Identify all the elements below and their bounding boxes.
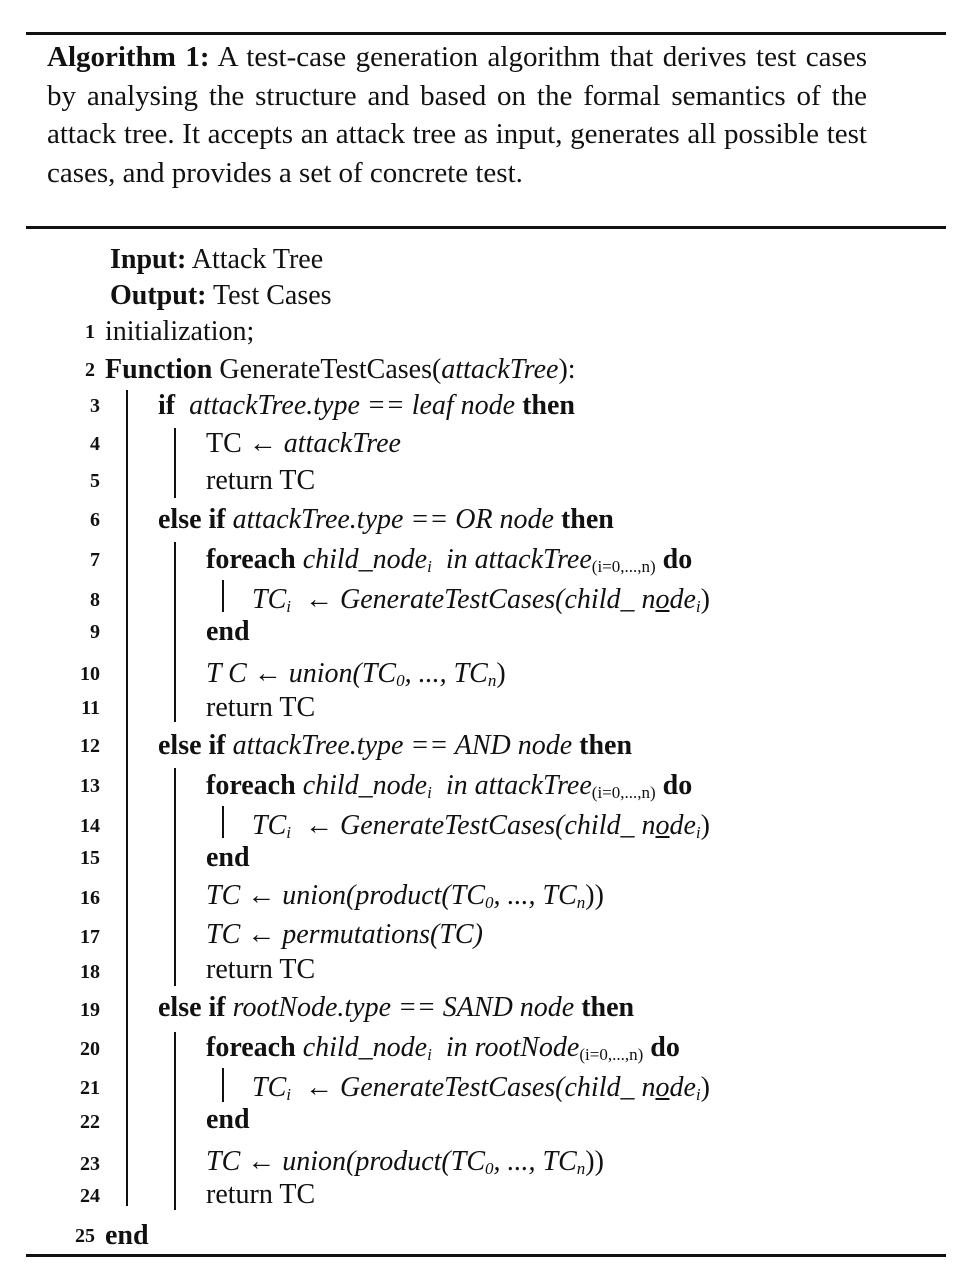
line-number: 6	[90, 509, 100, 531]
subscript: 0	[485, 893, 494, 912]
condition: attackTree.type == leaf node	[189, 390, 516, 421]
line-text: , ..., TC	[404, 658, 488, 689]
input-label: Input:	[110, 244, 187, 275]
line-number: 21	[80, 1077, 100, 1099]
line-text: de	[669, 1072, 696, 1103]
subscript: 0	[485, 1159, 494, 1178]
subscript: n	[487, 671, 497, 690]
do-keyword: do	[662, 544, 693, 575]
loop-source: in attackTree	[445, 544, 592, 575]
function-block-line	[126, 390, 128, 1206]
line-text: TC ← permutations(TC)	[206, 919, 483, 950]
line-text: , ..., TC	[493, 880, 577, 911]
line-text-italic: attackTree	[283, 428, 401, 459]
line-number: 9	[90, 621, 100, 643]
output-value: Test Cases	[212, 280, 332, 311]
code-line-17	[206, 915, 483, 955]
and-block-line	[174, 768, 176, 986]
function-end: ):	[558, 354, 576, 385]
subscript: i	[286, 597, 291, 616]
then-keyword: then	[522, 390, 576, 421]
line-number: 1	[85, 321, 95, 343]
code-line-15	[206, 838, 250, 878]
line-text: T C ← union(TC	[206, 658, 397, 689]
code-line-25	[105, 1216, 149, 1256]
line-text: ← GenerateTestCases(child_ n	[304, 810, 656, 841]
end-keyword: end	[206, 842, 250, 873]
end-keyword: end	[105, 1220, 149, 1251]
line-text: ))	[585, 880, 604, 911]
code-line-11	[206, 688, 315, 728]
end-keyword: end	[206, 1104, 250, 1135]
else-if-keyword: else if	[158, 504, 226, 535]
line-number: 11	[81, 697, 100, 719]
code-line-22	[206, 1100, 250, 1140]
line-number: 19	[80, 999, 100, 1021]
subscript: i	[695, 1085, 701, 1104]
line-number: 25	[75, 1225, 95, 1247]
input-line	[110, 240, 323, 280]
code-line-5	[206, 461, 315, 501]
code-line-2	[105, 350, 576, 390]
do-keyword: do	[650, 1032, 680, 1063]
do-keyword: do	[662, 770, 693, 801]
line-text: )	[700, 810, 710, 841]
line-number: 13	[80, 775, 100, 797]
if-block-line	[174, 428, 176, 498]
subscript: i	[695, 597, 701, 616]
line-number: 20	[80, 1038, 100, 1060]
line-number: 18	[80, 961, 100, 983]
line-number: 15	[80, 847, 100, 869]
line-number: 24	[80, 1185, 100, 1207]
line-text: TC	[252, 810, 287, 841]
input-value: Attack Tree	[191, 244, 324, 275]
underlined-char: o	[655, 1072, 670, 1103]
line-text: de	[669, 584, 696, 615]
line-number: 17	[80, 926, 100, 948]
subscript-range: (i=0,...,n)	[591, 557, 656, 576]
line-text: , ..., TC	[493, 1146, 577, 1177]
line-text: de	[669, 810, 696, 841]
line-text: )	[700, 1072, 710, 1103]
output-line	[110, 276, 332, 316]
line-number: 16	[80, 887, 100, 909]
line-number: 14	[80, 815, 100, 837]
code-line-9	[206, 612, 250, 652]
algorithm-caption	[47, 38, 867, 192]
line-number: 3	[90, 395, 100, 417]
bottom-rule	[26, 1254, 946, 1257]
subscript: i	[427, 783, 432, 802]
underlined-char: o	[655, 584, 670, 615]
else-if-keyword: else if	[158, 992, 226, 1023]
line-text: return TC	[206, 1179, 316, 1210]
loop-var: child_node	[302, 544, 428, 575]
line-number: 12	[80, 735, 100, 757]
line-text: return TC	[206, 692, 316, 723]
then-keyword: then	[579, 730, 633, 761]
else-if-keyword: else if	[158, 730, 226, 761]
code-line-12	[158, 726, 632, 766]
loop-source: in attackTree	[445, 770, 592, 801]
then-keyword: then	[560, 504, 614, 535]
function-arg: attackTree	[441, 354, 559, 385]
subscript: i	[427, 1045, 432, 1064]
line-text: ← GenerateTestCases(child_ n	[304, 1072, 656, 1103]
function-keyword: Function	[105, 354, 213, 385]
condition: attackTree.type == AND node	[232, 730, 573, 761]
line-text: TC ← union(product(TC	[206, 880, 485, 911]
foreach-keyword: foreach	[206, 1032, 296, 1063]
code-line-21	[252, 1068, 710, 1115]
code-line-1	[105, 312, 254, 352]
line-number: 23	[80, 1153, 100, 1175]
code-line-18	[206, 950, 315, 990]
caption-text: A test-case generation algorithm that derives test cases by analysing the structure and based on the formal semantics of the attack tree. It accepts an attack tree as input, generates all possible test cases, and provides a set of concrete test.	[47, 41, 867, 189]
line-text: return TC	[206, 465, 316, 496]
line-number: 10	[80, 663, 100, 685]
condition: attackTree.type == OR node	[232, 504, 554, 535]
underlined-char: o	[655, 810, 670, 841]
subscript: n	[576, 1159, 586, 1178]
code-line-14	[252, 806, 710, 853]
subscript: i	[286, 1085, 291, 1104]
or-block-line	[174, 542, 176, 722]
subscript: i	[427, 557, 432, 576]
line-text: TC	[252, 584, 287, 615]
line-text: ))	[585, 1146, 604, 1177]
if-keyword: if	[158, 390, 176, 421]
line-text: )	[700, 584, 710, 615]
line-text: TC ←	[206, 428, 277, 459]
subscript-range: (i=0,...,n)	[591, 783, 656, 802]
line-number: 7	[90, 549, 100, 571]
top-rule	[26, 32, 946, 35]
line-number: 5	[90, 470, 100, 492]
subscript: n	[576, 893, 586, 912]
caption-label: Algorithm 1:	[47, 41, 210, 73]
sand-block-line	[174, 1032, 176, 1210]
subscript: i	[286, 823, 291, 842]
code-line-4	[206, 424, 401, 464]
condition: rootNode.type == SAND node	[232, 992, 575, 1023]
loop-var: child_node	[302, 770, 428, 801]
end-keyword: end	[206, 616, 250, 647]
line-text: return TC	[206, 954, 316, 985]
foreach-keyword: foreach	[206, 770, 296, 801]
code-line-19	[158, 988, 634, 1028]
subscript: 0	[396, 671, 405, 690]
line-number: 22	[80, 1111, 100, 1133]
subscript: i	[695, 823, 701, 842]
loop-var: child_node	[302, 1032, 428, 1063]
code-line-3	[158, 386, 575, 426]
function-name: GenerateTestCases(	[219, 354, 442, 385]
loop-source: in rootNode	[445, 1032, 580, 1063]
line-text: TC ← union(product(TC	[206, 1146, 485, 1177]
output-label: Output:	[110, 280, 207, 311]
line-text: initialization;	[105, 316, 255, 347]
code-line-24	[206, 1175, 315, 1215]
line-number: 8	[90, 589, 100, 611]
caption-rule	[26, 226, 946, 229]
line-text: TC	[252, 1072, 287, 1103]
line-text: ← GenerateTestCases(child_ n	[304, 584, 656, 615]
line-number: 2	[85, 359, 95, 381]
then-keyword: then	[581, 992, 635, 1023]
foreach-keyword: foreach	[206, 544, 296, 575]
code-line-8	[252, 580, 710, 627]
line-number: 4	[90, 433, 100, 455]
code-line-6	[158, 500, 614, 540]
subscript-range: (i=0,...,n)	[579, 1045, 644, 1064]
line-text: )	[496, 658, 506, 689]
